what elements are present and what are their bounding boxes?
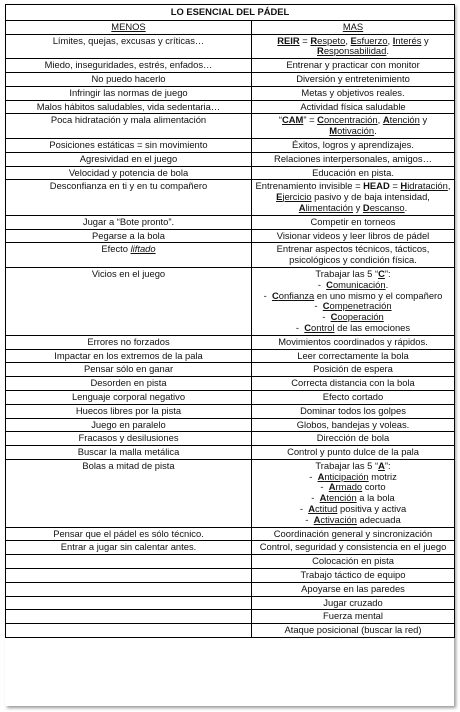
table-row — [6, 432, 455, 446]
cell-menos: Velocidad y potencia de bola — [6, 166, 252, 180]
title-row — [6, 5, 455, 21]
cell-mas: “CAM” = Concentración, Atención y Motivación. — [252, 114, 455, 139]
table-row — [6, 596, 455, 610]
cell-mas: Control y punto dulce de la pala — [252, 446, 455, 460]
table-row — [6, 86, 455, 100]
cell-mas: Ataque posicional (buscar la red) — [252, 624, 455, 638]
cell-mas: Leer correctamente la bola — [252, 349, 455, 363]
cell-mas: Correcta distancia con la bola — [252, 377, 455, 391]
cell-menos: Fracasos y desilusiones — [6, 432, 252, 446]
table-row — [6, 569, 455, 583]
table-row — [6, 335, 455, 349]
table-row — [6, 59, 455, 73]
table-row — [6, 267, 455, 335]
cell-mas: Apoyarse en las paredes — [252, 582, 455, 596]
table-row — [6, 555, 455, 569]
table-row — [6, 624, 455, 638]
cell-menos: No puedo hacerlo — [6, 72, 252, 86]
table-row — [6, 363, 455, 377]
cell-mas: Metas y objetivos reales. — [252, 86, 455, 100]
table-title: LO ESENCIAL DEL PÁDEL — [6, 5, 455, 21]
cell-menos: Agresividad en el juego — [6, 152, 252, 166]
cell-mas: Efecto cortado — [252, 390, 455, 404]
cell-menos: Posiciones estáticas = sin movimiento — [6, 138, 252, 152]
cell-mas: Éxitos, logros y aprendizajes. — [252, 138, 455, 152]
table-row — [6, 180, 455, 215]
cell-menos: Entrar a jugar sin calentar antes. — [6, 541, 252, 555]
table-row — [6, 229, 455, 243]
cell-mas: Relaciones interpersonales, amigos… — [252, 152, 455, 166]
table-row — [6, 138, 455, 152]
cell-menos: Lenguaje corporal negativo — [6, 390, 252, 404]
cell-mas: Trabajar las 5 “C”: - Comunicación. - Confianza en uno mismo y el compañero - Compenetración - Cooperación - Control de las emociones — [252, 267, 455, 335]
table-row — [6, 390, 455, 404]
table-row — [6, 72, 455, 86]
cell-menos: Miedo, inseguridades, estrés, enfados… — [6, 59, 252, 73]
table-row — [6, 582, 455, 596]
column-header-mas: MAS — [252, 20, 455, 34]
cell-menos: Pensar que el pádel es sólo técnico. — [6, 527, 252, 541]
table-row — [6, 377, 455, 391]
cell-mas: Educación en pista. — [252, 166, 455, 180]
cell-menos: Buscar la malla metálica — [6, 446, 252, 460]
table-row — [6, 243, 455, 268]
table-row — [6, 114, 455, 139]
document-frame — [5, 4, 454, 706]
cell-mas: Entrenar aspectos técnicos, tácticos, psicológicos y condición física. — [252, 243, 455, 268]
table-row — [6, 215, 455, 229]
cell-mas: Colocación en pista — [252, 555, 455, 569]
cell-mas: Control, seguridad y consistencia en el juego — [252, 541, 455, 555]
cell-mas: Trabajar las 5 “A”: - Anticipación motriz - Armado corto - Atención a la bola - Actitud positiva y activa - Activación adecuada — [252, 459, 455, 527]
cell-mas: Actividad física saludable — [252, 100, 455, 114]
cell-menos: Pegarse a la bola — [6, 229, 252, 243]
cell-menos: Desconfianza en ti y en tu compañero — [6, 180, 252, 215]
cell-menos: Bolas a mitad de pista — [6, 459, 252, 527]
cell-menos: Desorden en pista — [6, 377, 252, 391]
cell-menos: Malos hábitos saludables, vida sedentaria… — [6, 100, 252, 114]
cell-menos: Juego en paralelo — [6, 418, 252, 432]
cell-mas: Competir en torneos — [252, 215, 455, 229]
cell-mas: Visionar videos y leer libros de pádel — [252, 229, 455, 243]
cell-menos: Pensar sólo en ganar — [6, 363, 252, 377]
cell-mas: Entrenar y practicar con monitor — [252, 59, 455, 73]
cell-menos — [6, 582, 252, 596]
table-row — [6, 610, 455, 624]
cell-menos: Huecos libres por la pista — [6, 404, 252, 418]
cell-mas: Fuerza mental — [252, 610, 455, 624]
table-row — [6, 349, 455, 363]
cell-mas: Globos, bandejas y voleas. — [252, 418, 455, 432]
table-row — [6, 418, 455, 432]
header-row — [6, 20, 455, 34]
cell-mas: REIR = Respeto, Esfuerzo, Interés y Responsabilidad. — [252, 34, 455, 59]
cell-mas: Coordinación general y sincronización — [252, 527, 455, 541]
cell-menos — [6, 610, 252, 624]
cell-menos: Jugar a “Bote pronto”. — [6, 215, 252, 229]
column-header-menos: MENOS — [6, 20, 252, 34]
table-row — [6, 446, 455, 460]
cell-mas: Dominar todos los golpes — [252, 404, 455, 418]
cell-menos: Efecto liftado — [6, 243, 252, 268]
cell-menos: Infringir las normas de juego — [6, 86, 252, 100]
cell-mas: Jugar cruzado — [252, 596, 455, 610]
padel-table — [5, 4, 455, 638]
table-row — [6, 541, 455, 555]
table-row — [6, 404, 455, 418]
table-row — [6, 459, 455, 527]
cell-mas: Diversión y entretenimiento — [252, 72, 455, 86]
cell-mas: Dirección de bola — [252, 432, 455, 446]
table-row — [6, 527, 455, 541]
table-row — [6, 100, 455, 114]
cell-menos: Límites, quejas, excusas y críticas… — [6, 34, 252, 59]
cell-mas: Posición de espera — [252, 363, 455, 377]
cell-mas: Entrenamiento invisible = HEAD = Hidratación, Ejercicio pasivo y de baja intensidad, Alimentación y Descanso. — [252, 180, 455, 215]
cell-mas: Movimientos coordinados y rápidos. — [252, 335, 455, 349]
cell-menos — [6, 555, 252, 569]
cell-menos — [6, 596, 252, 610]
table-row — [6, 152, 455, 166]
table-row — [6, 34, 455, 59]
cell-mas: Trabajo táctico de equipo — [252, 569, 455, 583]
cell-menos — [6, 624, 252, 638]
cell-menos: Vicios en el juego — [6, 267, 252, 335]
cell-menos: Errores no forzados — [6, 335, 252, 349]
table-row — [6, 166, 455, 180]
cell-menos — [6, 569, 252, 583]
cell-menos: Impactar en los extremos de la pala — [6, 349, 252, 363]
cell-menos: Poca hidratación y mala alimentación — [6, 114, 252, 139]
